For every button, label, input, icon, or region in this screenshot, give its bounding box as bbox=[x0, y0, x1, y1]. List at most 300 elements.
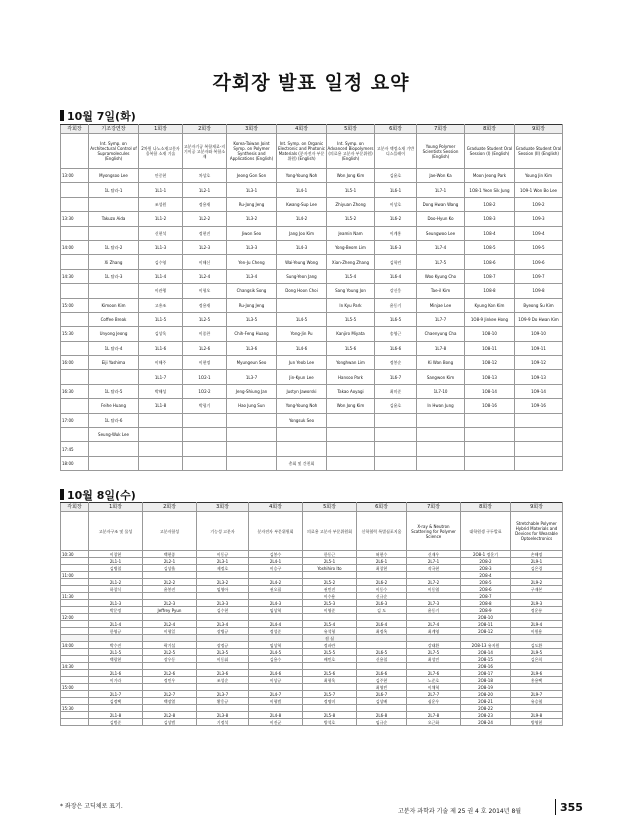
table-cell: 1L2-1 bbox=[183, 183, 227, 197]
table-cell bbox=[327, 456, 375, 470]
table-cell: 2L1-7 bbox=[89, 691, 143, 698]
table-cell: 2L5-2 bbox=[303, 579, 357, 586]
table-cell: 임규순 bbox=[357, 719, 407, 726]
column-header: 2회장 bbox=[143, 503, 197, 512]
time-cell: 17:00 bbox=[61, 413, 89, 427]
column-header: 7회장 bbox=[407, 503, 461, 512]
table-cell: 허현수 bbox=[357, 551, 407, 558]
table-cell: 김주현 bbox=[357, 677, 407, 684]
time-cell bbox=[61, 698, 89, 705]
table-cell bbox=[143, 663, 197, 670]
table-cell: 2L1-4 bbox=[89, 621, 143, 628]
time-cell: 14:00 bbox=[61, 642, 89, 649]
table-cell bbox=[227, 456, 277, 470]
time-cell bbox=[61, 428, 89, 442]
table-cell bbox=[89, 663, 143, 670]
time-cell bbox=[61, 312, 89, 326]
table-cell bbox=[277, 428, 327, 442]
table-cell: 1O9-4 bbox=[515, 226, 563, 240]
table-cell: 이상호 bbox=[375, 197, 417, 211]
table-cell: Justyn Jaworski bbox=[277, 384, 327, 398]
time-cell bbox=[61, 712, 89, 719]
table-cell: 김상율 bbox=[143, 565, 197, 572]
table-cell bbox=[143, 572, 197, 579]
table-cell: 1L2-2 bbox=[183, 212, 227, 226]
table-row bbox=[61, 663, 563, 670]
session-theme bbox=[61, 512, 89, 551]
table-cell: 2L6-2 bbox=[357, 579, 407, 586]
table-cell: 김범준 bbox=[89, 719, 143, 726]
table-row bbox=[61, 169, 563, 183]
table-row bbox=[61, 312, 563, 326]
table-cell bbox=[139, 442, 183, 456]
table-cell: 2L3-2 bbox=[197, 579, 249, 586]
table-cell: 이채혁 bbox=[407, 684, 461, 691]
table-cell: 2L2-5 bbox=[143, 649, 197, 656]
table-cell: 2O8-17 bbox=[461, 670, 511, 677]
table-cell: 1L7-1 bbox=[417, 183, 465, 197]
table-cell: 2L4-2 bbox=[249, 579, 303, 586]
table-cell bbox=[327, 428, 375, 442]
table-cell bbox=[89, 614, 143, 621]
table-cell: 2L2-4 bbox=[143, 621, 197, 628]
table-cell: Jang Joo Kim bbox=[277, 226, 327, 240]
table-cell: 윤동기 bbox=[375, 298, 417, 312]
table-cell: 2L1-2 bbox=[89, 579, 143, 586]
journal-footer: 고분자 과학과 기술 제 25 권 4 호 2014년 8월 bbox=[398, 808, 522, 815]
table-cell: Yong-Young Noh bbox=[277, 399, 327, 413]
table-cell: Wai-Yeung Wong bbox=[277, 255, 327, 269]
table-cell: 2L6-4 bbox=[357, 621, 407, 628]
table-cell bbox=[89, 226, 139, 240]
table-cell: 1O9-11 bbox=[515, 341, 563, 355]
table-row bbox=[61, 635, 563, 642]
table-cell: In Hwan Jung bbox=[417, 399, 465, 413]
table-cell: 1L4-3 bbox=[277, 240, 327, 254]
table-cell: 1L1-6 bbox=[139, 341, 183, 355]
table-cell: 한동근 bbox=[303, 551, 357, 558]
table-cell bbox=[357, 614, 407, 621]
table-cell: 1L3-5 bbox=[227, 312, 277, 326]
table-cell: 2L1-1 bbox=[89, 558, 143, 565]
table-cell: 2L5-3 bbox=[303, 600, 357, 607]
day1-header-row bbox=[61, 125, 563, 134]
table-cell: 1L1-3 bbox=[139, 240, 183, 254]
table-cell: 2L4-5 bbox=[249, 649, 303, 656]
table-row bbox=[61, 356, 563, 370]
table-cell: Dong Hoon Choi bbox=[277, 284, 327, 298]
table-row bbox=[61, 240, 563, 254]
time-cell: 14:30 bbox=[61, 269, 89, 283]
table-cell: 정파란 bbox=[303, 642, 357, 649]
table-cell: 김정택 bbox=[89, 698, 143, 705]
session-theme: 고분자 액정소재 기반 디스플레이 bbox=[375, 134, 417, 169]
table-cell: 이상규 bbox=[249, 677, 303, 684]
table-cell: Hansoo Park bbox=[327, 370, 375, 384]
table-cell: 유승협 bbox=[511, 698, 563, 705]
table-row bbox=[61, 327, 563, 341]
table-cell: Young Jin Kim bbox=[515, 169, 563, 183]
table-cell: 2L6-6 bbox=[357, 670, 407, 677]
table-cell: 2L5-1 bbox=[303, 558, 357, 565]
table-cell: 1O9-7 bbox=[515, 269, 563, 283]
table-cell bbox=[139, 413, 183, 427]
table-row bbox=[61, 428, 563, 442]
table-cell: 2L5-7 bbox=[303, 691, 357, 698]
table-cell: 이형범 bbox=[249, 698, 303, 705]
table-cell: 1O8-6 bbox=[465, 255, 515, 269]
table-cell: 이현정 bbox=[183, 356, 227, 370]
time-cell: 13:00 bbox=[61, 169, 89, 183]
column-header: 9회장 bbox=[515, 125, 563, 134]
table-cell: 1O9-6 bbox=[515, 255, 563, 269]
table-cell: In Kyu Park bbox=[327, 298, 375, 312]
table-cell bbox=[515, 413, 563, 427]
table-cell: Sangwon Kim bbox=[417, 370, 465, 384]
table-cell: 1O9-12 bbox=[515, 356, 563, 370]
time-cell bbox=[61, 183, 89, 197]
table-cell: 1L4-1 bbox=[277, 183, 327, 197]
table-cell: 2L9-5 bbox=[511, 649, 563, 656]
time-cell bbox=[61, 226, 89, 240]
table-row bbox=[61, 226, 563, 240]
page-number: 355 bbox=[560, 801, 583, 814]
table-cell: Woo Kyung Cho bbox=[417, 269, 465, 283]
table-cell: 2L2-2 bbox=[143, 579, 197, 586]
column-header: 3회장 bbox=[197, 503, 249, 512]
table-cell: 2L6-5 bbox=[357, 649, 407, 656]
table-cell: 2O8-6 bbox=[461, 586, 511, 593]
table-cell: 1L2-6 bbox=[183, 341, 227, 355]
table-cell: 정성준 bbox=[249, 628, 303, 635]
table-cell bbox=[357, 635, 407, 642]
table-cell: 1L3-6 bbox=[227, 341, 277, 355]
session-theme: Young Polymer Scientists Session (English) bbox=[417, 134, 465, 169]
table-cell: Takuzo Aida bbox=[89, 212, 139, 226]
table-cell: 김용수 bbox=[249, 656, 303, 663]
table-cell: 2L7-3 bbox=[407, 600, 461, 607]
table-cell: 박수진 bbox=[89, 642, 143, 649]
table-cell: 신재우 bbox=[407, 551, 461, 558]
time-cell bbox=[61, 579, 89, 586]
table-cell: Kwang-Sup Lee bbox=[277, 197, 327, 211]
table-cell bbox=[417, 456, 465, 470]
table-cell: 노준호 bbox=[407, 677, 461, 684]
table-cell: 박문정 bbox=[89, 607, 143, 614]
table-cell: 김윤호 bbox=[375, 169, 417, 183]
table-cell: 2O8-7 bbox=[461, 593, 511, 600]
table-cell: 1L2-4 bbox=[183, 269, 227, 283]
table-cell: 이해주 bbox=[139, 356, 183, 370]
table-cell: 김윤호 bbox=[375, 399, 417, 413]
table-cell: 2L9-7 bbox=[511, 691, 563, 698]
table-cell: 2L3-5 bbox=[197, 649, 249, 656]
table-cell bbox=[465, 413, 515, 427]
table-cell: Jun Yeob Lee bbox=[277, 356, 327, 370]
table-cell: 1L5-2 bbox=[327, 212, 375, 226]
time-cell: 17:45 bbox=[61, 442, 89, 456]
table-cell: 1L6-1 bbox=[375, 183, 417, 197]
table-cell: 이형오 bbox=[183, 284, 227, 298]
table-cell: 오근화 bbox=[407, 719, 461, 726]
table-cell: 2L6-8 bbox=[357, 712, 407, 719]
table-cell: 방영현 bbox=[511, 719, 563, 726]
table-cell: 이창현 bbox=[89, 551, 143, 558]
table-cell: 김 도 bbox=[357, 607, 407, 614]
table-cell: 2L9-6 bbox=[511, 670, 563, 677]
table-cell: 이관행 bbox=[139, 284, 183, 298]
table-cell: 1L7-10 bbox=[417, 384, 465, 398]
table-cell: 김은희 bbox=[511, 656, 563, 663]
session-theme: Int. Symp. on Organic Electronic and Photonic Materials (분자전자 부문위원) (English) bbox=[277, 134, 327, 169]
table-cell: 최영빈 bbox=[357, 684, 407, 691]
column-header: 6회장 bbox=[375, 125, 417, 134]
table-cell: 임상혁 bbox=[249, 607, 303, 614]
table-cell: Kimoon Kim bbox=[89, 298, 139, 312]
time-cell bbox=[61, 197, 89, 211]
table-cell bbox=[143, 614, 197, 621]
table-cell bbox=[417, 413, 465, 427]
table-cell: 1L 탑라-2 bbox=[89, 240, 139, 254]
column-header: 8회장 bbox=[465, 125, 515, 134]
table-cell: 2L9-4 bbox=[511, 621, 563, 628]
table-cell bbox=[89, 370, 139, 384]
column-header: 각회장 bbox=[61, 503, 89, 512]
column-header: 4회장 bbox=[277, 125, 327, 134]
table-cell: 2O8-9 bbox=[461, 607, 511, 614]
table-cell: 2O8-16 bbox=[461, 663, 511, 670]
column-header: 각회장 bbox=[61, 125, 89, 134]
table-cell: 2O8-2 bbox=[461, 558, 511, 565]
table-cell: 이영준 bbox=[303, 607, 357, 614]
table-cell: 1O9-14 bbox=[515, 384, 563, 398]
table-cell: 정용재 bbox=[183, 298, 227, 312]
table-cell bbox=[303, 705, 357, 712]
column-header: 5회장 bbox=[303, 503, 357, 512]
table-cell: 김상욱 bbox=[139, 327, 183, 341]
table-cell: 손해정 bbox=[511, 551, 563, 558]
table-cell: 1O8-3 bbox=[465, 212, 515, 226]
time-cell bbox=[61, 635, 89, 642]
table-cell: Coffee Break bbox=[89, 312, 139, 326]
table-cell: 조성원 bbox=[139, 197, 183, 211]
table-cell: 2L7-2 bbox=[407, 579, 461, 586]
table-cell bbox=[139, 456, 183, 470]
table-cell: Changsik Song bbox=[227, 284, 277, 298]
table-cell: 2L9-1 bbox=[511, 558, 563, 565]
table-cell: 1L5-1 bbox=[327, 183, 375, 197]
table-cell: 방석호 bbox=[303, 719, 357, 726]
table-cell bbox=[183, 413, 227, 427]
table-cell: Yoshihiro Ito bbox=[303, 565, 357, 572]
table-cell bbox=[515, 428, 563, 442]
table-cell: 1L6-2 bbox=[375, 212, 417, 226]
table-cell: 1L7-4 bbox=[417, 240, 465, 254]
table-cell bbox=[89, 284, 139, 298]
table-cell bbox=[357, 705, 407, 712]
table-cell: 이동엽 bbox=[407, 586, 461, 593]
table-cell bbox=[511, 614, 563, 621]
table-cell: 총회 및 간친회 bbox=[277, 456, 327, 470]
table-cell: 1O2-1 bbox=[183, 370, 227, 384]
table-cell: Jiwon Seo bbox=[227, 226, 277, 240]
column-header: 5회장 bbox=[327, 125, 375, 134]
table-cell bbox=[227, 413, 277, 427]
table-cell bbox=[465, 456, 515, 470]
table-cell: 2O8-11 bbox=[461, 621, 511, 628]
table-row bbox=[61, 712, 563, 719]
table-cell: Ki Wan Bong bbox=[417, 356, 465, 370]
table-cell bbox=[143, 705, 197, 712]
time-cell bbox=[61, 600, 89, 607]
table-cell: Chih-Feng Huang bbox=[227, 327, 277, 341]
time-cell: 16:30 bbox=[61, 384, 89, 398]
column-header: 3회장 bbox=[227, 125, 277, 134]
table-cell: 백장열 bbox=[143, 698, 197, 705]
table-cell: 이동휘 bbox=[197, 656, 249, 663]
table-cell: 김은경 bbox=[511, 565, 563, 572]
table-cell: 2L1-8 bbox=[89, 712, 143, 719]
table-cell: Hao Jung Sun bbox=[227, 399, 277, 413]
session-theme: 고분자합성 bbox=[143, 512, 197, 551]
time-cell bbox=[61, 565, 89, 572]
session-theme: 분자전자 부문위원회 bbox=[249, 512, 303, 551]
column-header: 7회장 bbox=[417, 125, 465, 134]
table-cell bbox=[375, 442, 417, 456]
table-cell: 1L5-5 bbox=[327, 312, 375, 326]
table-cell: Moon Jeong Park bbox=[465, 169, 515, 183]
time-cell: 12:00 bbox=[61, 614, 89, 621]
table-cell bbox=[227, 428, 277, 442]
table-cell bbox=[89, 456, 139, 470]
table-cell bbox=[183, 456, 227, 470]
table-cell: 조성순 bbox=[197, 677, 249, 684]
table-cell: 1L1-1 bbox=[139, 183, 183, 197]
table-cell: 1L5-4 bbox=[327, 269, 375, 283]
session-theme: Korea-Taiwan Joint Symp. on Polymer Synthesis and Applications (English) bbox=[227, 134, 277, 169]
table-cell: 정봉순 bbox=[375, 356, 417, 370]
table-cell: 심운우 bbox=[407, 698, 461, 705]
time-cell bbox=[61, 719, 89, 726]
time-cell bbox=[61, 341, 89, 355]
table-cell: Kyung Kon Kim bbox=[465, 298, 515, 312]
table-cell: 1O9-9 Do Hwan Kim bbox=[515, 312, 563, 326]
table-cell: 2O8-21 bbox=[461, 698, 511, 705]
time-cell: 14:30 bbox=[61, 663, 89, 670]
table-row bbox=[61, 551, 563, 558]
session-theme: Stretchable Polymer Hybrid Materials and Devices for Wearable Optoelectronics bbox=[511, 512, 563, 551]
table-cell bbox=[511, 593, 563, 600]
table-cell: Yen-Ju Cheng bbox=[227, 255, 277, 269]
table-cell: 임영아 bbox=[197, 586, 249, 593]
table-row bbox=[61, 269, 563, 283]
table-cell: 고흥조 bbox=[139, 298, 183, 312]
table-cell: 2L6-3 bbox=[357, 600, 407, 607]
table-cell: 강태환 bbox=[407, 642, 461, 649]
table-cell: Myungeun Seo bbox=[227, 356, 277, 370]
table-row bbox=[61, 628, 563, 635]
table-cell: 정명미 bbox=[303, 698, 357, 705]
table-cell: Yong-Young Noh bbox=[277, 169, 327, 183]
table-cell: 1L6-6 bbox=[375, 341, 417, 355]
time-cell: 18:00 bbox=[61, 456, 89, 470]
table-cell: 1O8-5 bbox=[465, 240, 515, 254]
table-cell: 2O8-13 유지원 bbox=[461, 642, 511, 649]
table-cell: 1L1-7 bbox=[139, 370, 183, 384]
table-cell bbox=[249, 684, 303, 691]
table-cell: 1L6-3 bbox=[375, 240, 417, 254]
table-cell bbox=[143, 684, 197, 691]
session-theme: X-ray & Neutron Scattering for Polymer Science bbox=[407, 512, 461, 551]
table-cell bbox=[249, 572, 303, 579]
table-cell bbox=[417, 442, 465, 456]
table-cell: 1O9-1 Won Bo Lee bbox=[515, 183, 563, 197]
table-cell: 2O8-14 bbox=[461, 649, 511, 656]
table-cell: 2L5-5 bbox=[303, 649, 357, 656]
table-cell: 1L 탑라-5 bbox=[89, 384, 139, 398]
table-cell: 1O8-7 bbox=[465, 269, 515, 283]
day1-theme-row bbox=[61, 134, 563, 169]
table-cell bbox=[249, 614, 303, 621]
table-cell: Jeong Gon Son bbox=[227, 169, 277, 183]
session-theme: 2차원 나노소재고분자 융복합 소재 기술 bbox=[139, 134, 183, 169]
table-cell: 2O8-10 bbox=[461, 614, 511, 621]
table-cell bbox=[327, 442, 375, 456]
table-cell: Xi Zhang bbox=[89, 255, 139, 269]
table-cell: 2L3-6 bbox=[197, 670, 249, 677]
time-cell bbox=[61, 558, 89, 565]
table-cell: 황웅규 bbox=[197, 698, 249, 705]
table-cell: 2L3-7 bbox=[197, 691, 249, 698]
table-cell bbox=[277, 442, 327, 456]
table-cell: 점 심 bbox=[303, 635, 357, 642]
table-cell bbox=[89, 572, 143, 579]
table-cell: Xian-Zheng Zhang bbox=[327, 255, 375, 269]
table-cell: 1L7-8 bbox=[417, 341, 465, 355]
table-row bbox=[61, 572, 563, 579]
column-header: 8회장 bbox=[461, 503, 511, 512]
table-cell: 1O8-9 Jinkee Hong bbox=[465, 312, 515, 326]
table-cell: 1L 탑라-3 bbox=[89, 269, 139, 283]
table-cell: 최계영 bbox=[407, 628, 461, 635]
table-cell: 하창식 bbox=[89, 586, 143, 593]
table-cell: 2L4-4 bbox=[249, 621, 303, 628]
table-cell: 이형일 bbox=[143, 628, 197, 635]
table-cell: 유석형 bbox=[303, 628, 357, 635]
table-cell: 2O8-3 bbox=[461, 565, 511, 572]
table-cell: 2L9-2 bbox=[511, 579, 563, 586]
table-cell: 1O8-14 bbox=[465, 384, 515, 398]
time-cell bbox=[61, 656, 89, 663]
table-cell: 2O8-19 bbox=[461, 684, 511, 691]
table-cell: 2L6-1 bbox=[357, 558, 407, 565]
table-row bbox=[61, 183, 563, 197]
table-cell: 장병규 bbox=[197, 628, 249, 635]
time-cell: 15:30 bbox=[61, 705, 89, 712]
table-cell bbox=[89, 705, 143, 712]
column-header: 6회장 bbox=[357, 503, 407, 512]
table-cell: 이승구 bbox=[249, 565, 303, 572]
table-cell bbox=[303, 572, 357, 579]
time-cell: 10:30 bbox=[61, 551, 89, 558]
time-cell: 11:00 bbox=[61, 572, 89, 579]
day2-header-row bbox=[61, 503, 563, 512]
day2-schedule-table bbox=[60, 502, 563, 726]
table-row bbox=[61, 705, 563, 712]
time-cell bbox=[61, 399, 89, 413]
table-cell: Minjae Lee bbox=[417, 298, 465, 312]
table-cell bbox=[89, 684, 143, 691]
